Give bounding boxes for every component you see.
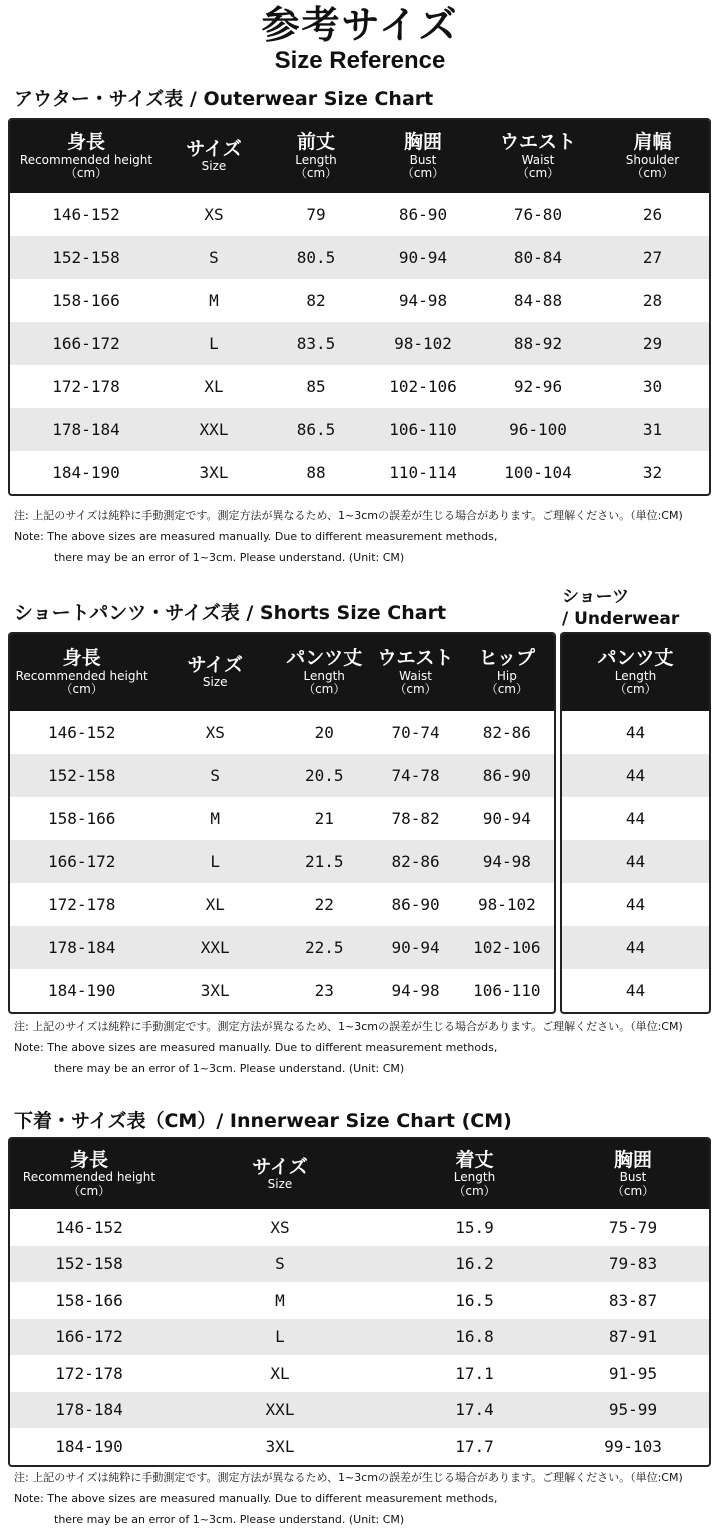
header-en: Length — [303, 668, 345, 683]
table-cell: 152-158 — [47, 766, 116, 785]
header-cell — [10, 132, 162, 180]
table-cell: 178-184 — [47, 938, 116, 957]
table-cell: 92-96 — [513, 377, 563, 396]
header-en: Length — [295, 152, 337, 167]
shorts-size-table — [8, 632, 556, 1014]
table-cell: 172-178 — [55, 1363, 123, 1383]
table-cell: 79 — [306, 205, 326, 224]
header-cell — [562, 648, 709, 696]
innerwear-note — [14, 1467, 683, 1530]
table-cell: 85 — [306, 377, 326, 396]
table-cell: 83-87 — [608, 1290, 658, 1310]
table-cell: 106-110 — [389, 420, 457, 439]
table-cell: 16.8 — [455, 1327, 494, 1347]
header-jp: サイズ — [187, 654, 243, 677]
table-cell: 26 — [642, 205, 663, 224]
header-en: Recommended height — [15, 668, 148, 683]
header-unit: （cm） — [485, 682, 528, 697]
header-jp: パンツ丈 — [286, 647, 363, 670]
table-cell: XXL — [265, 1400, 295, 1420]
header-unit: （cm） — [453, 1183, 496, 1198]
table-cell: XXL — [200, 938, 230, 957]
table-header — [10, 1139, 709, 1209]
table-cell: 90-94 — [391, 938, 440, 957]
table-cell: 82 — [306, 291, 326, 310]
shorts-note — [14, 1016, 683, 1079]
table-row — [562, 926, 709, 969]
innerwear-size-table — [8, 1137, 711, 1467]
table-row — [10, 322, 709, 365]
header-jp: ヒップ — [478, 647, 536, 670]
table-cell: 166-172 — [55, 1327, 123, 1347]
table-row — [10, 754, 554, 797]
table-row — [562, 840, 709, 883]
table-cell: 22.5 — [304, 938, 344, 957]
table-cell: 91-95 — [608, 1363, 658, 1383]
table-cell: 98-102 — [477, 895, 536, 914]
table-cell: 178-184 — [52, 420, 120, 439]
table-row — [562, 754, 709, 797]
table-row — [10, 1428, 709, 1465]
table-cell: 82-86 — [482, 723, 531, 742]
header-en: Length — [614, 668, 657, 683]
header-cell — [371, 648, 459, 696]
table-cell: M — [275, 1290, 285, 1310]
table-cell: 79-83 — [608, 1254, 658, 1274]
table-header — [10, 634, 554, 711]
table-cell: 44 — [625, 852, 646, 871]
table-cell: 75-79 — [608, 1217, 658, 1237]
table-cell: 88 — [306, 463, 326, 482]
table-cell: L — [210, 852, 221, 871]
table-cell: 80.5 — [296, 248, 336, 267]
header-cell — [10, 1150, 168, 1198]
table-cell: 30 — [642, 377, 663, 396]
header-jp: ウエスト — [377, 647, 454, 670]
table-row — [562, 969, 709, 1012]
table-cell: 44 — [625, 766, 646, 785]
table-cell: 86-90 — [391, 895, 440, 914]
header-jp: サイズ — [186, 138, 242, 161]
header-unit: （cm） — [60, 682, 103, 697]
table-cell: 158-166 — [55, 1290, 123, 1310]
table-cell: 90-94 — [482, 809, 531, 828]
table-row — [10, 926, 554, 969]
table-row — [562, 797, 709, 840]
note-en-line1: Note: The above sizes are measured manually. Due to different measurement methods, — [14, 1041, 498, 1054]
table-row — [10, 1246, 709, 1283]
header-unit: （cm） — [294, 166, 338, 181]
table-row — [10, 236, 709, 279]
table-cell: 32 — [642, 463, 663, 482]
table-cell: 3XL — [199, 463, 229, 482]
header-en: Bust — [409, 152, 437, 167]
table-row — [10, 451, 709, 494]
table-cell: 88-92 — [513, 334, 563, 353]
outerwear-note — [14, 505, 683, 568]
table-row — [10, 969, 554, 1012]
table-cell: 16.2 — [455, 1254, 494, 1274]
header-jp: 胸囲 — [613, 1148, 652, 1171]
table-cell: 21.5 — [304, 852, 344, 871]
table-cell: 74-78 — [391, 766, 440, 785]
table-cell: 29 — [642, 334, 663, 353]
table-cell: 152-158 — [52, 248, 120, 267]
table-row — [10, 193, 709, 236]
table-header — [10, 120, 709, 193]
table-cell: XXL — [199, 420, 229, 439]
table-cell: 102-106 — [473, 938, 541, 957]
table-cell: 31 — [642, 420, 663, 439]
header-jp: 身長 — [62, 647, 101, 670]
table-cell: 44 — [625, 981, 646, 1000]
header-en: Waist — [521, 152, 555, 167]
header-jp: 前丈 — [296, 131, 335, 154]
table-row — [10, 883, 554, 926]
table-cell: 152-158 — [55, 1254, 123, 1274]
header-cell — [460, 648, 554, 696]
table-cell: XL — [204, 377, 224, 396]
note-jp: 注: 上記のサイズは純粋に手動測定です。測定方法が異なるため、1~3cmの誤差が生じる場合があります。ご理解ください。（単位:CM) — [14, 1020, 683, 1033]
note-en-line2: there may be an error of 1~3cm. Please understand. (Unit: CM) — [54, 1062, 405, 1075]
table-cell: S — [275, 1254, 285, 1274]
table-cell: 3XL — [200, 981, 230, 1000]
header-jp: パンツ丈 — [597, 647, 674, 670]
table-row — [10, 840, 554, 883]
table-cell: 90-94 — [398, 248, 448, 267]
table-cell: 166-172 — [47, 852, 116, 871]
header-cell — [266, 132, 366, 180]
table-cell: M — [209, 291, 219, 310]
table-cell: 17.1 — [455, 1363, 494, 1383]
table-cell: 78-82 — [391, 809, 440, 828]
table-cell: 100-104 — [504, 463, 572, 482]
table-cell: 184-190 — [52, 463, 120, 482]
table-cell: 44 — [625, 723, 646, 742]
table-row — [10, 1319, 709, 1356]
header-en: Recommended height — [19, 152, 153, 167]
table-cell: 3XL — [265, 1436, 295, 1456]
table-cell: 21 — [314, 809, 334, 828]
header-jp: 胸囲 — [403, 131, 442, 154]
table-cell: 16.5 — [455, 1290, 494, 1310]
table-cell: S — [209, 248, 219, 267]
table-cell: 20.5 — [304, 766, 344, 785]
header-jp: 身長 — [66, 131, 105, 154]
header-unit: （cm） — [64, 166, 108, 181]
header-jp: 肩幅 — [633, 131, 672, 154]
table-cell: 94-98 — [391, 981, 440, 1000]
table-cell: 76-80 — [513, 205, 563, 224]
table-cell: 96-100 — [509, 420, 567, 439]
table-cell: 158-166 — [52, 291, 120, 310]
table-cell: 27 — [642, 248, 663, 267]
header-cell — [596, 132, 709, 180]
header-cell — [557, 1150, 709, 1198]
table-cell: L — [275, 1327, 285, 1347]
table-cell: 17.4 — [455, 1400, 494, 1420]
header-unit: （cm） — [303, 682, 346, 697]
table-cell: 106-110 — [473, 981, 541, 1000]
table-cell: 95-99 — [608, 1400, 658, 1420]
table-cell: XS — [204, 205, 224, 224]
header-en: Length — [453, 1170, 496, 1185]
table-cell: L — [209, 334, 219, 353]
table-cell: 86-90 — [398, 205, 448, 224]
table-cell: 102-106 — [389, 377, 457, 396]
table-cell: 184-190 — [47, 981, 116, 1000]
table-cell: 80-84 — [513, 248, 563, 267]
table-cell: 146-152 — [55, 1217, 123, 1237]
header-unit: （cm） — [614, 682, 657, 697]
header-cell — [162, 139, 266, 174]
table-cell: 94-98 — [482, 852, 531, 871]
table-row — [10, 1392, 709, 1429]
header-cell — [277, 648, 371, 696]
table-cell: 166-172 — [52, 334, 120, 353]
outerwear-size-table — [8, 118, 711, 496]
header-en: Hip — [496, 668, 517, 683]
header-jp: ウエスト — [499, 131, 576, 154]
table-cell: XL — [270, 1363, 290, 1383]
table-row — [10, 1209, 709, 1246]
header-unit: （cm） — [631, 166, 674, 181]
table-cell: 146-152 — [52, 205, 120, 224]
table-cell: 158-166 — [47, 809, 116, 828]
table-cell: XL — [205, 895, 225, 914]
header-en: Size — [202, 675, 228, 690]
table-cell: 184-190 — [55, 1436, 123, 1456]
table-cell: 99-103 — [604, 1436, 662, 1456]
header-cell — [153, 655, 277, 690]
table-cell: 20 — [314, 723, 334, 742]
table-cell: 44 — [625, 938, 646, 957]
table-row — [10, 279, 709, 322]
table-cell: 83.5 — [296, 334, 336, 353]
table-cell: 44 — [625, 895, 646, 914]
table-cell: 17.7 — [455, 1436, 494, 1456]
header-cell — [168, 1157, 392, 1192]
note-en-line2: there may be an error of 1~3cm. Please understand. (Unit: CM) — [54, 1513, 405, 1526]
table-cell: XS — [205, 723, 225, 742]
table-row — [10, 365, 709, 408]
header-cell — [392, 1150, 557, 1198]
note-en-line1: Note: The above sizes are measured manually. Due to different measurement methods, — [14, 1492, 498, 1505]
table-cell: S — [210, 766, 221, 785]
underwear-size-table — [560, 632, 711, 1014]
shorts-section-title: ショートパンツ・サイズ表 / Shorts Size Chart — [14, 602, 447, 624]
header-cell — [10, 648, 153, 696]
table-cell: 172-178 — [47, 895, 116, 914]
table-cell: 94-98 — [398, 291, 448, 310]
table-cell: 146-152 — [47, 723, 116, 742]
header-cell — [480, 132, 596, 180]
header-en: Shoulder — [625, 152, 680, 167]
header-jp: 身長 — [69, 1148, 108, 1171]
table-cell: 178-184 — [55, 1400, 123, 1420]
header-jp: サイズ — [252, 1155, 308, 1178]
table-cell: 82-86 — [391, 852, 440, 871]
header-unit: （cm） — [401, 166, 445, 181]
innerwear-section-title: 下着・サイズ表（CM）/ Innerwear Size Chart (CM) — [14, 1110, 512, 1132]
header-unit: （cm） — [516, 166, 560, 181]
table-row — [562, 711, 709, 754]
note-jp: 注: 上記のサイズは純粋に手動測定です。測定方法が異なるため、1~3cmの誤差が生じる場合があります。ご理解ください。（単位:CM) — [14, 509, 683, 522]
header-en: Size — [267, 1176, 293, 1191]
table-row — [10, 408, 709, 451]
table-row — [562, 883, 709, 926]
underwear-title-en: / Underwear — [562, 609, 680, 629]
header-cell — [366, 132, 480, 180]
table-cell: 70-74 — [391, 723, 440, 742]
table-row — [10, 711, 554, 754]
table-cell: 15.9 — [455, 1217, 494, 1237]
table-cell: 87-91 — [608, 1327, 658, 1347]
header-unit: （cm） — [67, 1183, 111, 1198]
table-header — [562, 634, 709, 711]
header-jp: 着丈 — [455, 1148, 494, 1171]
underwear-title-jp: ショーツ — [562, 587, 629, 607]
table-cell: 98-102 — [394, 334, 452, 353]
header-en: Recommended height — [22, 1170, 156, 1185]
table-row — [10, 1355, 709, 1392]
header-unit: （cm） — [394, 682, 437, 697]
table-cell: 28 — [642, 291, 663, 310]
table-cell: XS — [270, 1217, 290, 1237]
header-unit: （cm） — [611, 1183, 655, 1198]
table-cell: 86.5 — [296, 420, 336, 439]
table-cell: 84-88 — [513, 291, 563, 310]
table-cell: 44 — [625, 809, 646, 828]
table-row — [10, 1282, 709, 1319]
header-en: Waist — [399, 668, 432, 683]
note-en-line1: Note: The above sizes are measured manually. Due to different measurement methods, — [14, 530, 498, 543]
table-row — [10, 797, 554, 840]
table-cell: M — [210, 809, 221, 828]
page-subtitle: Size Reference — [274, 47, 446, 74]
header-en: Size — [201, 159, 227, 174]
table-cell: 172-178 — [52, 377, 120, 396]
table-cell: 110-114 — [389, 463, 457, 482]
table-cell: 22 — [314, 895, 334, 914]
table-cell: 23 — [314, 981, 334, 1000]
page-title: 参考サイズ — [261, 3, 459, 47]
header-en: Bust — [619, 1170, 647, 1185]
note-jp: 注: 上記のサイズは純粋に手動測定です。測定方法が異なるため、1~3cmの誤差が生じる場合があります。ご理解ください。（単位:CM) — [14, 1471, 683, 1484]
outerwear-section-title: アウター・サイズ表 / Outerwear Size Chart — [14, 88, 434, 110]
note-en-line2: there may be an error of 1~3cm. Please understand. (Unit: CM) — [54, 551, 405, 564]
table-cell: 86-90 — [482, 766, 531, 785]
